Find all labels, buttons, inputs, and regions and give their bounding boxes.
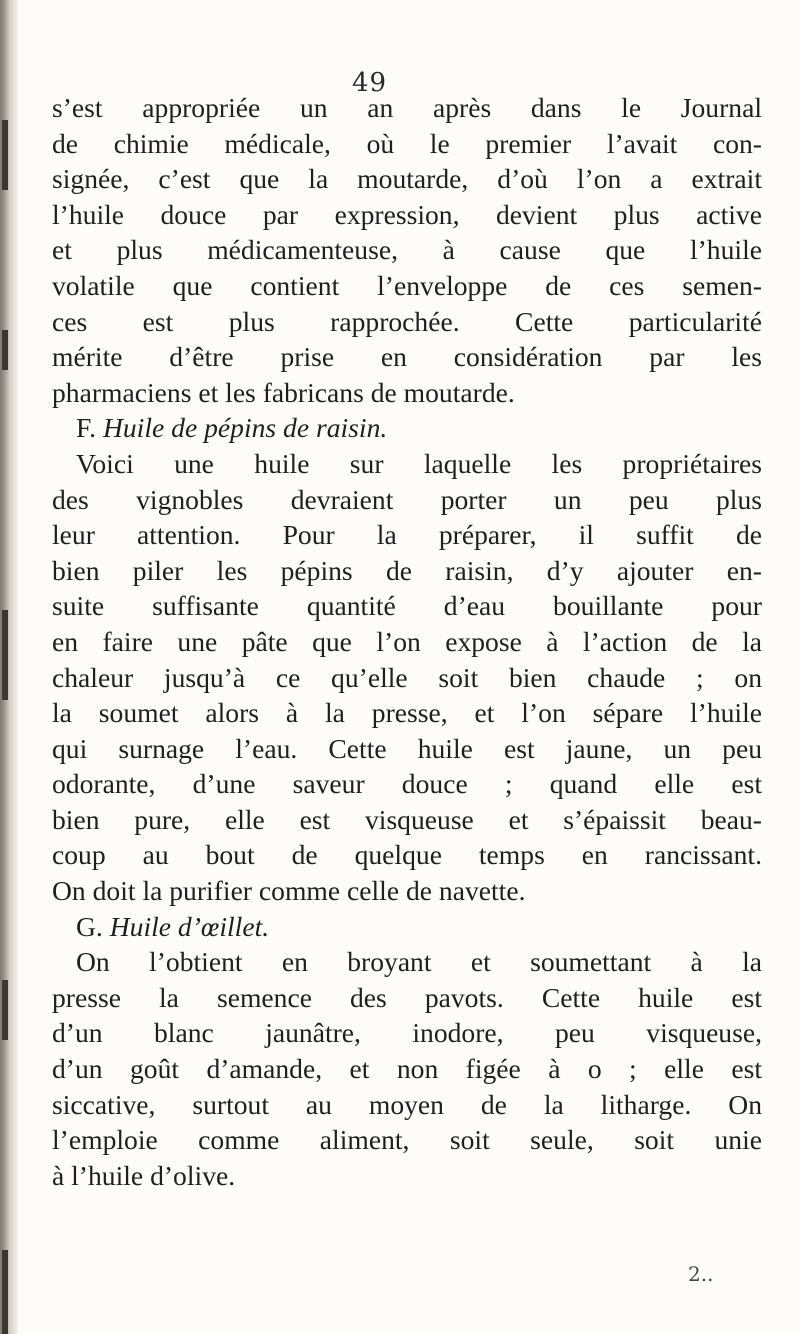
section-heading-f — [52, 410, 762, 446]
section-letter: G. — [76, 910, 103, 942]
text-line: odorante, d’une saveur douce ; quand elle est — [52, 768, 762, 800]
text-line: ces est plus rapprochée. Cette particularité — [52, 305, 762, 337]
section-title: Huile d’œillet. — [109, 910, 270, 942]
text-line: qui surnage l’eau. Cette huile est jaune, un peu — [52, 732, 762, 764]
text-line: volatile que contient l’enveloppe de ces semen- — [52, 269, 762, 301]
paragraph — [52, 944, 762, 1193]
text-line: à l’huile d’olive. — [52, 1159, 236, 1191]
spine-ink-mark — [2, 980, 8, 1040]
paragraph — [52, 446, 762, 909]
text-line: d’un goût d’amande, et non figée à o ; elle est — [52, 1053, 762, 1085]
text-line: l’emploie comme aliment, soit seule, soit unie — [52, 1124, 762, 1156]
text-line: siccative, surtout au moyen de la litharge. On — [52, 1088, 762, 1120]
text-line: la soumet alors à la presse, et l’on sépare l’huile — [52, 697, 762, 729]
paragraph — [52, 90, 762, 410]
text-line: Voici une huile sur laquelle les propriétaires — [76, 447, 762, 479]
text-line: et plus médicamenteuse, à cause que l’huile — [52, 234, 762, 266]
spine-ink-mark — [2, 610, 8, 700]
text-line: bien pure, elle est visqueuse et s’épaissit beau- — [52, 803, 762, 835]
spine-ink-mark — [2, 120, 8, 190]
text-line: l’huile douce par expression, devient plus active — [52, 198, 762, 230]
text-line: leur attention. Pour la préparer, il suffit de — [52, 519, 762, 551]
spine-ink-mark — [2, 330, 8, 370]
section-heading-g — [52, 909, 762, 945]
text-line: signée, c’est que la moutarde, d’où l’on a extrait — [52, 163, 762, 195]
section-title: Huile de pépins de raisin. — [102, 412, 388, 444]
text-line: presse la semence des pavots. Cette huile est — [52, 981, 762, 1013]
body-text — [52, 90, 762, 1193]
text-line: On doit la purifier comme celle de navette. — [52, 875, 526, 907]
text-line: de chimie médicale, où le premier l’avait con- — [52, 127, 762, 159]
text-line: d’un blanc jaunâtre, inodore, peu visqueuse, — [52, 1017, 762, 1049]
section-letter: F. — [76, 412, 97, 444]
text-line: s’est appropriée un an après dans le Journal — [52, 92, 762, 123]
text-line: chaleur jusqu’à ce qu’elle soit bien chaude ; on — [52, 661, 762, 693]
printer-signature-mark: 2.. — [688, 1262, 714, 1286]
text-line: coup au bout de quelque temps en rancissant. — [52, 839, 762, 871]
text-line: bien piler les pépins de raisin, d’y ajouter en- — [52, 554, 762, 586]
text-line: en faire une pâte que l’on expose à l’action de la — [52, 625, 762, 657]
book-spine-shadow — [0, 0, 18, 1334]
text-line: suite suffisante quantité d’eau bouillante pour — [52, 590, 762, 622]
spine-ink-mark — [2, 1250, 8, 1334]
text-line: des vignobles devraient porter un peu plus — [52, 483, 762, 515]
page-number: 49 — [352, 68, 388, 98]
text-line: On l’obtient en broyant et soumettant à la — [76, 946, 762, 978]
text-line: mérite d’être prise en considération par les — [52, 341, 762, 373]
text-line: pharmaciens et les fabricans de moutarde. — [52, 376, 515, 408]
